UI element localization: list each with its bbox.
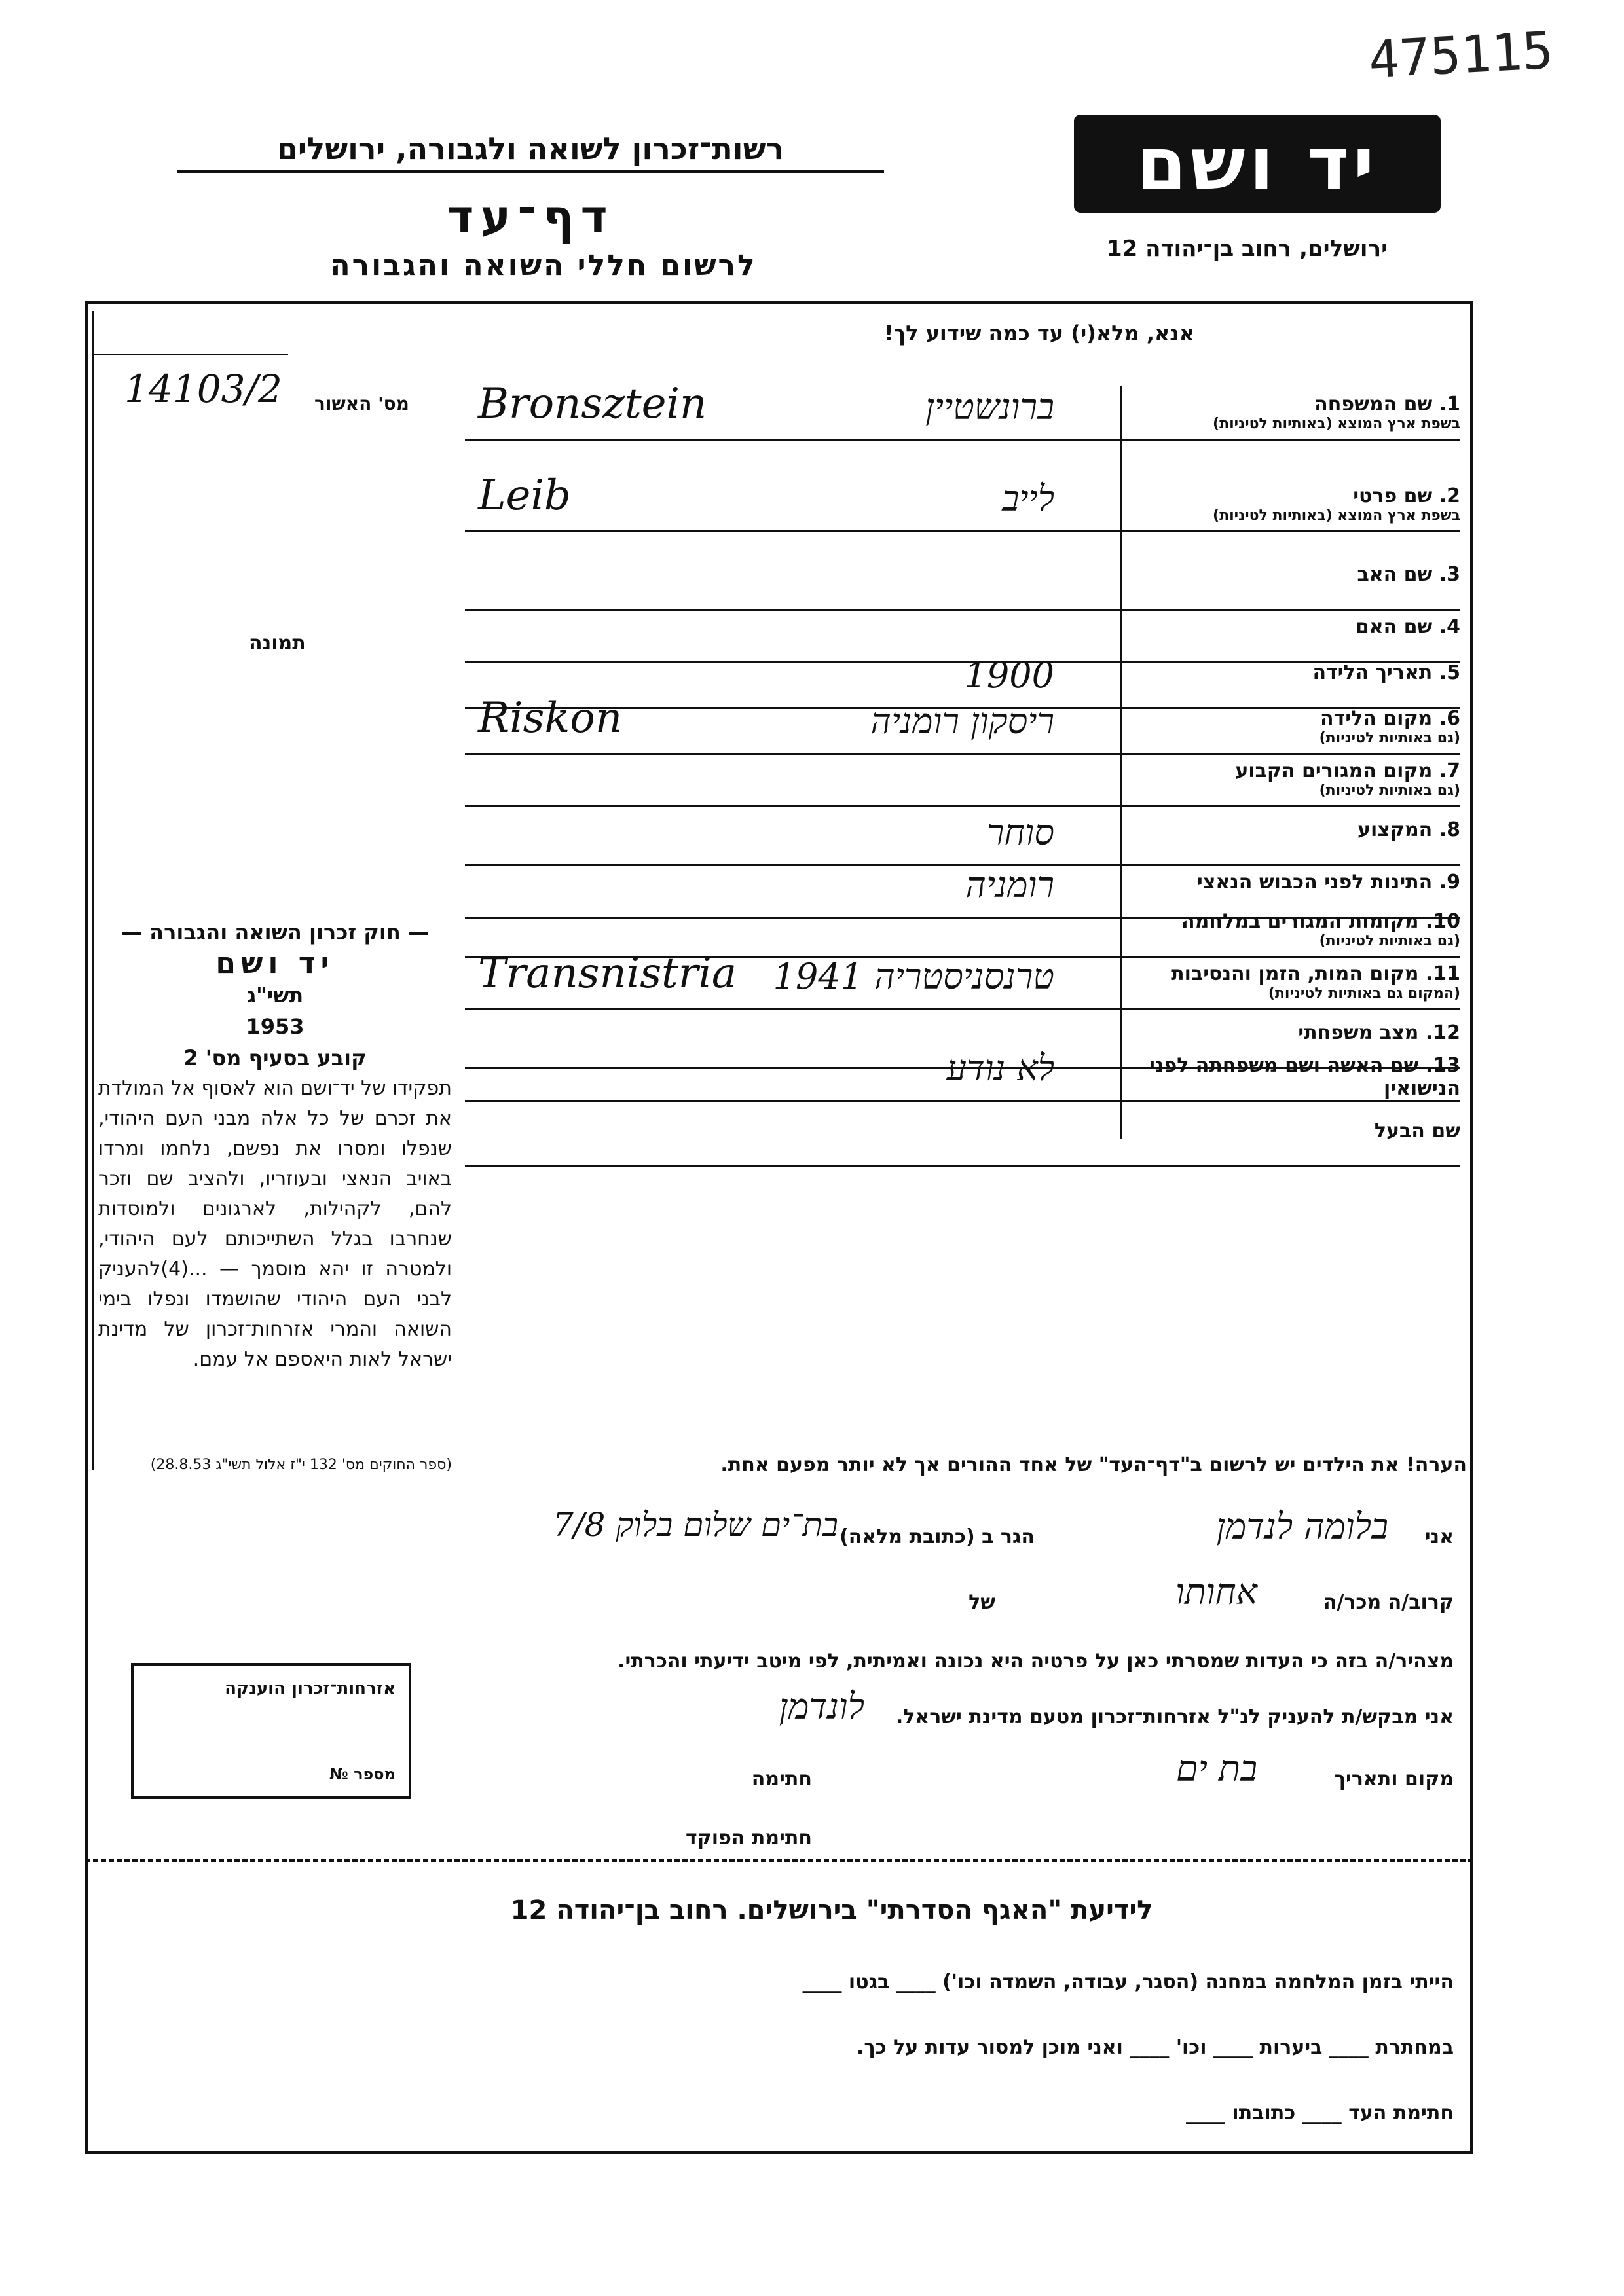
field-value-latin[interactable]: Leib: [478, 471, 571, 520]
citizenship-box-number: מספר №: [329, 1765, 396, 1783]
field-label: 6. מקום הלידה (גם באותיות לטיניות): [1133, 707, 1460, 746]
place-date-value[interactable]: בת ים: [1176, 1748, 1257, 1789]
place-date-label: מקום ותאריך: [1334, 1768, 1454, 1791]
field-value-hebrew[interactable]: סוחר: [986, 812, 1054, 853]
law-section: קובע בסעיף מס' 2: [183, 1046, 367, 1070]
request-text: אני מבקש/ת להעניק לנ"ל אזרחות־זכרון מטעם מדינת ישראל.: [895, 1705, 1454, 1728]
law-footnote: (ספר החוקים מס' 132 י"ז אלול תשי"ג 28.8.53): [150, 1457, 452, 1473]
field-label: 7. מקום המגורים הקבוע (גם באותיות לטיניות): [1133, 759, 1460, 799]
lives-at-label: הגר ב (כתובת מלאה): [839, 1525, 1035, 1548]
field-label: 2. שם פרטי בשפת ארץ המוצא (באותיות לטיניות): [1133, 484, 1460, 524]
field-value-hebrew[interactable]: ריסקון רומניה: [870, 701, 1054, 742]
field-hint: בשפת ארץ המוצא (באותיות לטיניות): [1213, 416, 1460, 432]
request-signature: לונדמן: [779, 1686, 864, 1727]
form-intro: אנא, מלא(י) עד כמה שידוע לך!: [884, 321, 1195, 346]
section-separator: [85, 1859, 1473, 1862]
field-value-hebrew[interactable]: רומניה: [965, 864, 1054, 905]
field-value-hebrew[interactable]: ברונשטיין: [925, 386, 1054, 428]
bottom-line-2: במחתרת ____ ביערות ____ וכו' ____ ואני מוכן למסור עדות על כך.: [856, 2036, 1454, 2059]
bottom-line-3: חתימת העד ____ כתובתו ____: [1185, 2102, 1454, 2124]
form-row: [465, 694, 1460, 755]
field-value-hebrew[interactable]: לייב: [1002, 478, 1054, 519]
bottom-line-1: הייתי בזמן המלחמה במחנה (הסגר, עבודה, השמדה וכו') ____ בגטו ____: [802, 1971, 1454, 1994]
approval-number: 14103/2: [124, 367, 282, 411]
citizenship-box-title: אזרחות־זכרון הוענקה: [225, 1679, 396, 1698]
field-label: 4. שם האם: [1355, 615, 1460, 638]
field-hint: (גם באותיות לטיניות): [1319, 933, 1460, 949]
form-row: [465, 1120, 1460, 1167]
form-title: דף־עד: [447, 190, 614, 244]
yad-vashem-logo: יד ושם: [1074, 115, 1441, 213]
field-label: 9. התינות לפני הכבוש הנאצי: [1196, 871, 1460, 894]
law-heading: [98, 917, 452, 1074]
field-value-hebrew[interactable]: לא נודע: [946, 1048, 1054, 1089]
approval-label: מס' האשור: [314, 393, 409, 414]
signature-label: חתימה: [751, 1768, 812, 1791]
law-name: יד ושם: [215, 947, 335, 980]
field-label: 10. מקומות המגורים במלחמה (גם באותיות לטיניות): [1133, 910, 1460, 949]
field-value-latin[interactable]: Bronsztein: [478, 380, 707, 428]
of-label: של: [969, 1591, 995, 1614]
relation-label: קרוב/ה מכר/ה: [1323, 1591, 1454, 1614]
field-label: 3. שם האב: [1357, 563, 1460, 586]
field-value-latin[interactable]: Riskon: [478, 694, 623, 742]
field-label: 8. המקצוע: [1357, 818, 1460, 841]
form-row: [465, 471, 1460, 532]
field-label: 1. שם המשפחה בשפת ארץ המוצא (באותיות לטיניות): [1133, 393, 1460, 432]
citizenship-box: [131, 1663, 411, 1799]
law-body: תפקידו של יד־ושם הוא לאסוף אל המולדת את זכרם של כל אלה מבני העם היהודי, שנפלו ומסרו את נפשם, נלחמו ומרדו באויב הנאצי ובעוזריו, ולהציב שם וזכר להם, לקהילות, לארגונים ולמוסדות שנחרבו בגלל השתייכותם לעם היהודי, ולמטרה זו יהא מוסמך — ...(4)להעניק לבני העם היהודי שהושמדו ונפלו בימי השואה והמרי אזרחות־זכרון של מדינת ישראל לאות היאספם אל עמם.: [98, 1077, 452, 1371]
relation-value[interactable]: אחותו: [1175, 1571, 1257, 1613]
law-title: — חוק זכרון השואה והגבורה —: [121, 920, 429, 945]
field-label: 5. תאריך הלידה: [1312, 661, 1460, 684]
field-hint: (גם באותיות לטיניות): [1319, 730, 1460, 746]
declaration-text: מצהיר/ה בזה כי העדות שמסרתי כאן על פרטיה היא נכונה ואמיתית, לפי מיטב ידיעתי והכרתי.: [618, 1650, 1454, 1673]
form-row: [465, 615, 1460, 663]
field-value-latin[interactable]: Transnistria: [478, 949, 737, 998]
field-value-hebrew[interactable]: 1900: [964, 655, 1054, 696]
law-year-heb: תשי"ג: [246, 983, 304, 1008]
field-label: 11. מקום המות, הזמן והנסיבות (המקום גם באותיות לטיניות): [1133, 962, 1460, 1002]
form-row: [465, 759, 1460, 807]
approval-ticks: [92, 314, 288, 355]
field-label: שם הבעל: [1374, 1120, 1460, 1142]
photo-label: תמונה: [249, 632, 306, 655]
form-row: [465, 563, 1460, 611]
org-address: ירושלים, רחוב בן־יהודה 12: [1107, 236, 1388, 262]
form-row: [465, 380, 1460, 441]
form-row: [465, 949, 1460, 1010]
field-hint: (גם באותיות לטיניות): [1319, 782, 1460, 799]
form-subtitle: לרשום חללי השואה והגבורה: [330, 249, 757, 282]
declarant-i-label: אני: [1424, 1525, 1454, 1548]
field-hint: (המקום גם באותיות לטיניות): [1268, 985, 1460, 1002]
field-label: 12. מצב משפחתי: [1298, 1021, 1460, 1044]
field-value-hebrew[interactable]: טרנסניסטריה 1941: [773, 956, 1054, 997]
bottom-header: לידיעת "האגף הסדרתי" בירושלים. רחוב בן־יהודה 12: [510, 1895, 1153, 1925]
field-hint: בשפת ארץ המוצא (באותיות לטיניות): [1213, 507, 1460, 524]
form-row: [465, 812, 1460, 866]
declarant-name[interactable]: בלומה לנדמן: [1216, 1506, 1388, 1547]
form-row: [465, 1048, 1460, 1102]
official-signature-label: חתימת הפוקד: [686, 1827, 812, 1850]
law-year: 1953: [246, 1014, 304, 1039]
children-note: הערה! את הילדים יש לרשום ב"דף־העד" של אחד ההורים אך לא יותר מפעם אחת.: [720, 1453, 1467, 1476]
declarant-address[interactable]: בת־ים שלום בלוק 7/8: [552, 1506, 838, 1544]
archive-number: 475115: [1367, 21, 1555, 90]
org-name: רשות־זכרון לשואה ולגבורה, ירושלים: [177, 131, 884, 173]
field-label: 13. שם האשה ושם משפחתה לפני הנישואין: [1149, 1054, 1460, 1100]
